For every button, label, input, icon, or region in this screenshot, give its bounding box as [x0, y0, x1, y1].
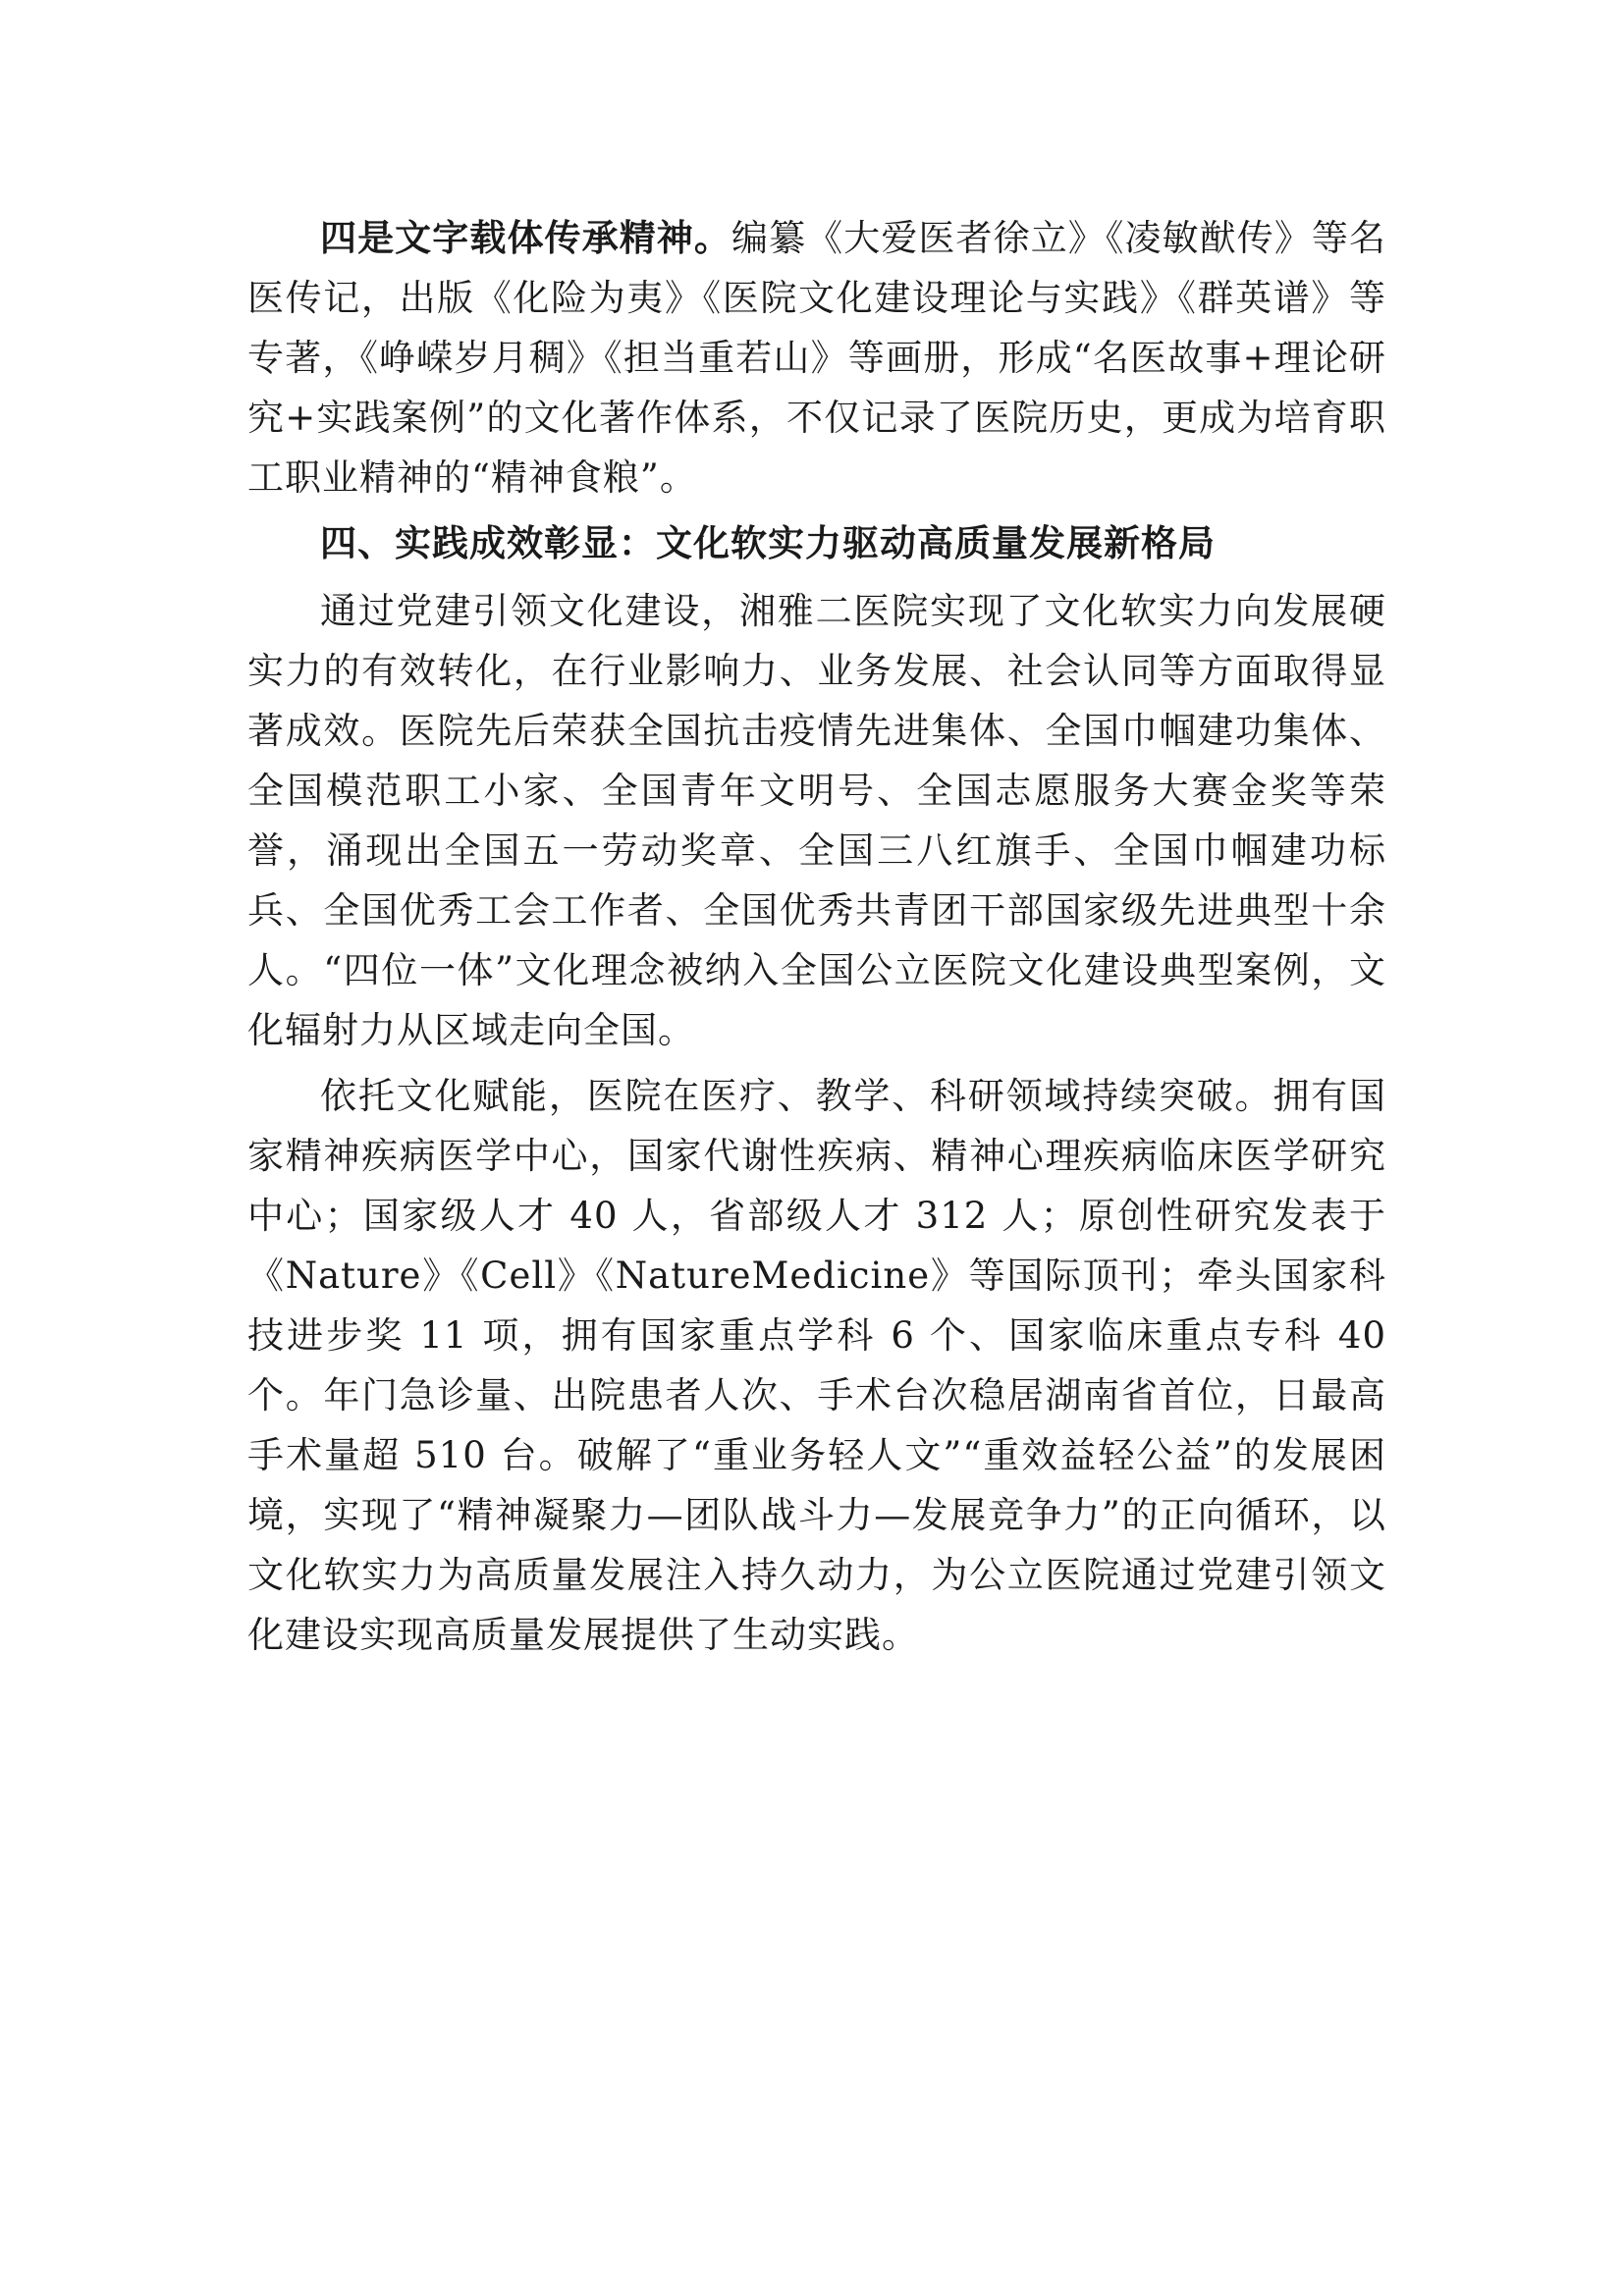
paragraph-medical-breakthroughs: 依托文化赋能，医院在医疗、教学、科研领域持续突破。拥有国家精神疾病医学中心，国家代谢性疾病、精神心理疾病临床医学研究中心；国家级人才 40 人，省部级人才 312 人；原创性研究发表于《Nature》《Cell》《NatureMedicine》等国际顶刊；牵头国家科技进步奖 11 项，拥有国家重点学科 6 个、国家临床重点专科 40 个。年门急诊量、出院患者人次、手术台次稳居湖南省首位，日最高手术量超 510 台。破解了“重业务轻人文”“重效益轻公益”的发展困境，实现了“精神凝聚力—团队战斗力—发展竞争力”的正向循环，以文化软实力为高质量发展注入持久动力，为公立医院通过党建引领文化建设实现高质量发展提供了生动实践。	[247, 1075, 1386, 1656]
paragraph-achievements: 通过党建引领文化建设，湘雅二医院实现了文化软实力向发展硬实力的有效转化，在行业影响力、业务发展、社会认同等方面取得显著成效。医院先后荣获全国抗击疫情先进集体、全国巾帼建功集体、全国模范职工小家、全国青年文明号、全国志愿服务大赛金奖等荣誉，涌现出全国五一劳动奖章、全国三八红旗手、全国巾帼建功标兵、全国优秀工会工作者、全国优秀共青团干部国家级先进典型十余人。“四位一体”文化理念被纳入全国公立医院文化建设典型案例，文化辐射力从区域走向全国。	[247, 590, 1386, 1051]
paragraph-text: 编纂《大爱医者徐立》《凌敏猷传》等名医传记，出版《化险为夷》《医院文化建设理论与实践》《群英谱》等专著，《峥嵘岁月稠》《担当重若山》等画册，形成“名医故事+理论研究+实践案例”的文化著作体系，不仅记录了医院历史，更成为培育职工职业精神的“精神食粮”。	[247, 217, 1387, 499]
document-body	[247, 208, 1386, 1671]
section-heading: 四、实践成效彰显：文化软实力驱动高质量发展新格局	[320, 522, 1216, 564]
paragraph-culture-writings	[247, 208, 1386, 507]
paragraph-lead: 四是文字载体传承精神。	[320, 217, 731, 259]
